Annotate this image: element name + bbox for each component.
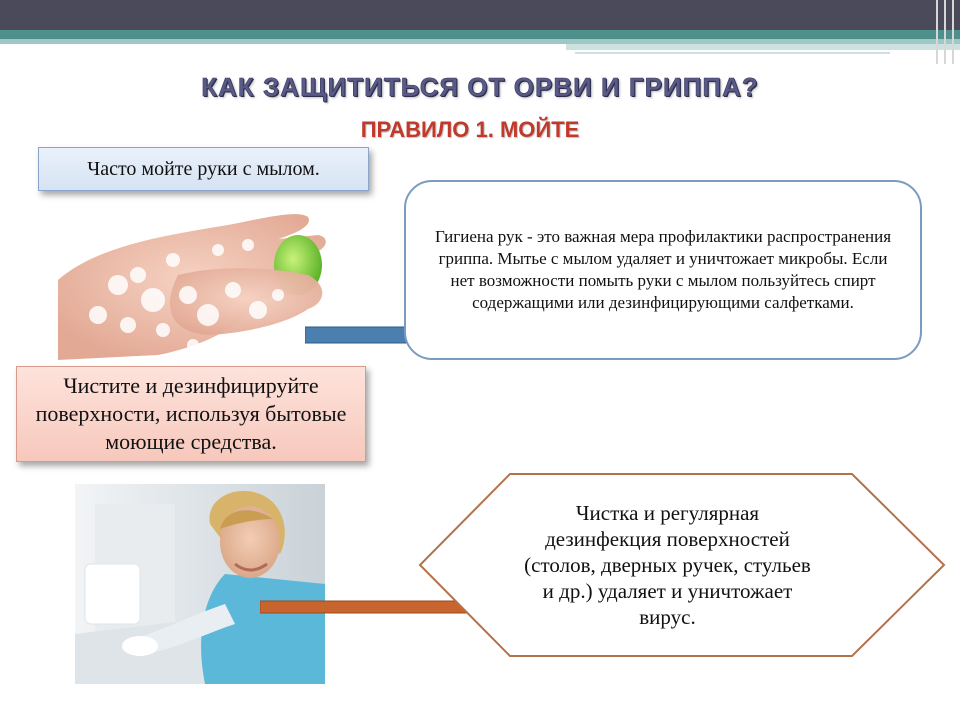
header-stripe-teal — [0, 30, 960, 39]
slide-subtitle: ПРАВИЛО 1. МОЙТЕ — [360, 117, 580, 142]
hand-hygiene-info: Гигиена рук - это важная мера профилактики распространения гриппа. Мытье с мылом удаляет и уничтожает микробы. Если нет возможности помыть руки с мылом пользуйтесь спирт содержащими или дезинфицирующими салфетками. — [404, 180, 922, 360]
header-bar — [0, 0, 960, 30]
wash-hands-note: Часто мойте руки с мылом. — [38, 147, 369, 191]
header-stripe-pale — [566, 44, 960, 50]
clean-surfaces-note: Чистите и дезинфицируйте поверхности, используя бытовые моющие средства. — [16, 366, 366, 462]
header-corner-lines — [932, 0, 960, 64]
header-stripe-thin — [575, 52, 890, 54]
surface-cleaning-info: Чистка и регулярная дезинфекция поверхностей (столов, дверных ручек, стульев и др.) удаляет и уничтожает вирус. — [524, 501, 811, 629]
woman-cleaning-photo — [75, 484, 325, 684]
slide-title: КАК ЗАЩИТИТЬСЯ ОТ ОРВИ И ГРИППА? — [201, 72, 759, 102]
